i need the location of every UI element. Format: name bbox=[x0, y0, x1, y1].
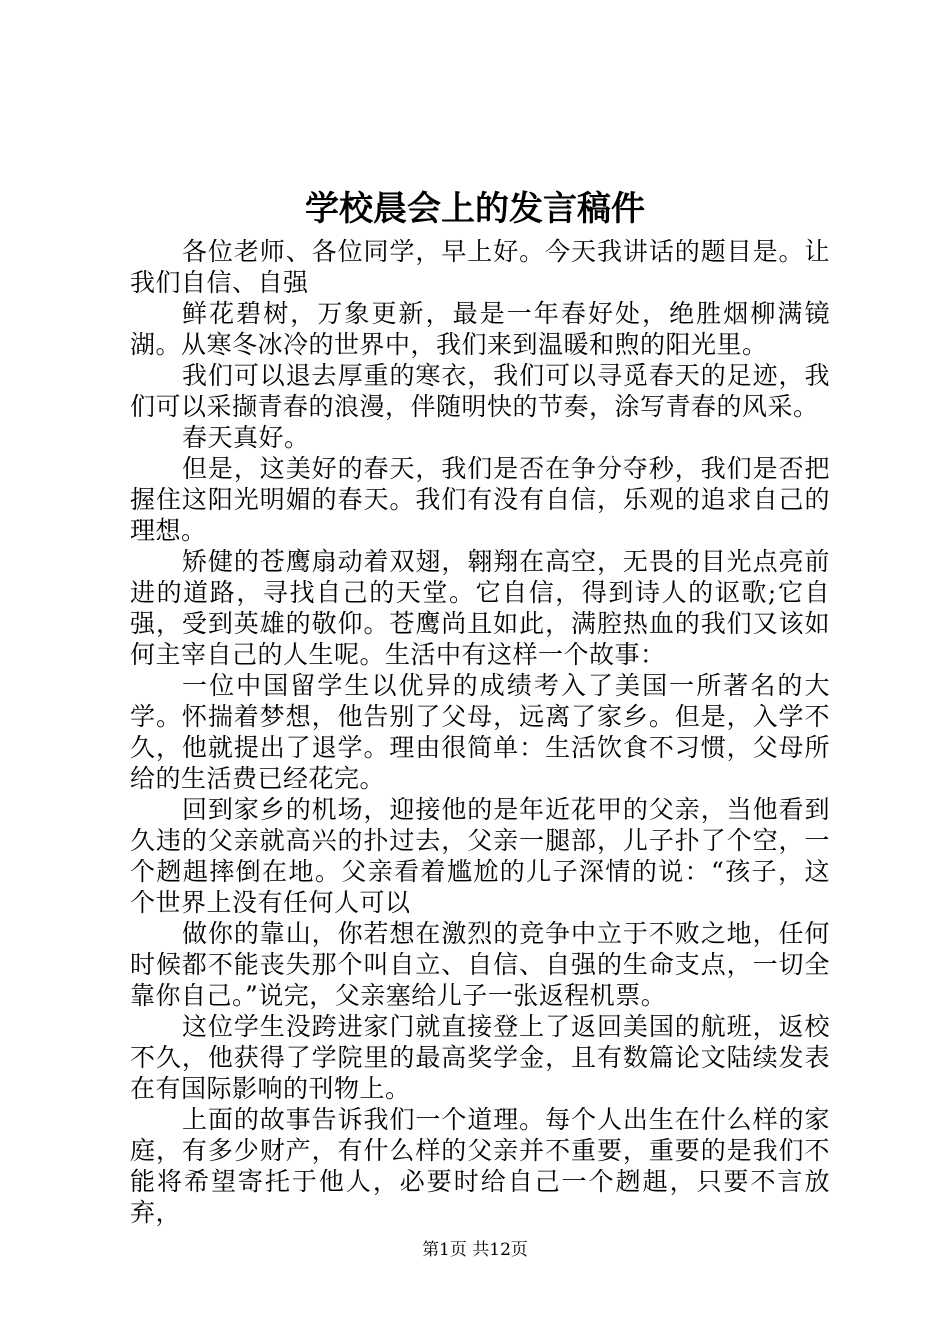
page-footer: 第1页 共12页 bbox=[422, 1240, 528, 1260]
paragraph: 这位学生没跨进家门就直接登上了返回美国的航班，返校不久，他获得了学院里的最高奖学金，且有数篇论文陆续发表在有国际影响的刊物上。 bbox=[130, 1012, 830, 1103]
paragraph: 我们可以退去厚重的寒衣，我们可以寻觅春天的足迹，我们可以采撷青春的浪漫，伴随明快的节奏，涂写青春的风采。 bbox=[130, 361, 830, 421]
document-title: 学校晨会上的发言稿件 bbox=[305, 189, 645, 229]
document-body bbox=[130, 236, 830, 1228]
paragraph: 做你的靠山，你若想在激烈的竞争中立于不败之地，任何时候都不能丧失那个叫自立、自信、自强的生命支点，一切全靠你自己。”说完，父亲塞给儿子一张返程机票。 bbox=[130, 919, 830, 1010]
paragraph: 矫健的苍鹰扇动着双翅，翱翔在高空，无畏的目光点亮前进的道路，寻找自己的天堂。它自信，得到诗人的讴歌;它自强，受到英雄的敬仰。苍鹰尚且如此，满腔热血的我们又该如何主宰自己的人生呢。生活中有这样一个故事： bbox=[130, 547, 830, 669]
paragraph: 但是，这美好的春天，我们是否在争分夺秒，我们是否把握住这阳光明媚的春天。我们有没有自信，乐观的追求自己的理想。 bbox=[130, 454, 830, 545]
paragraph: 上面的故事告诉我们一个道理。每个人出生在什么样的家庭，有多少财产，有什么样的父亲并不重要，重要的是我们不能将希望寄托于他人，必要时给自己一个趔趄，只要不言放弃， bbox=[130, 1105, 830, 1227]
paragraph: 回到家乡的机场，迎接他的是年近花甲的父亲，当他看到久违的父亲就高兴的扑过去，父亲一腿部，儿子扑了个空，一个趔趄摔倒在地。父亲看着尴尬的儿子深情的说：“孩子，这个世界上没有任何人可以 bbox=[130, 795, 830, 917]
paragraph: 春天真好。 bbox=[182, 423, 310, 452]
paragraph: 一位中国留学生以优异的成绩考入了美国一所著名的大学。怀揣着梦想，他告别了父母，远离了家乡。但是，入学不久，他就提出了退学。理由很简单：生活饮食不习惯，父母所给的生活费已经花完。 bbox=[130, 671, 830, 793]
paragraph: 鲜花碧树，万象更新，最是一年春好处，绝胜烟柳满镜湖。从寒冬冰冷的世界中，我们来到温暖和煦的阳光里。 bbox=[130, 299, 830, 359]
paragraph: 各位老师、各位同学，早上好。今天我讲话的题目是。让我们自信、自强 bbox=[130, 237, 830, 297]
